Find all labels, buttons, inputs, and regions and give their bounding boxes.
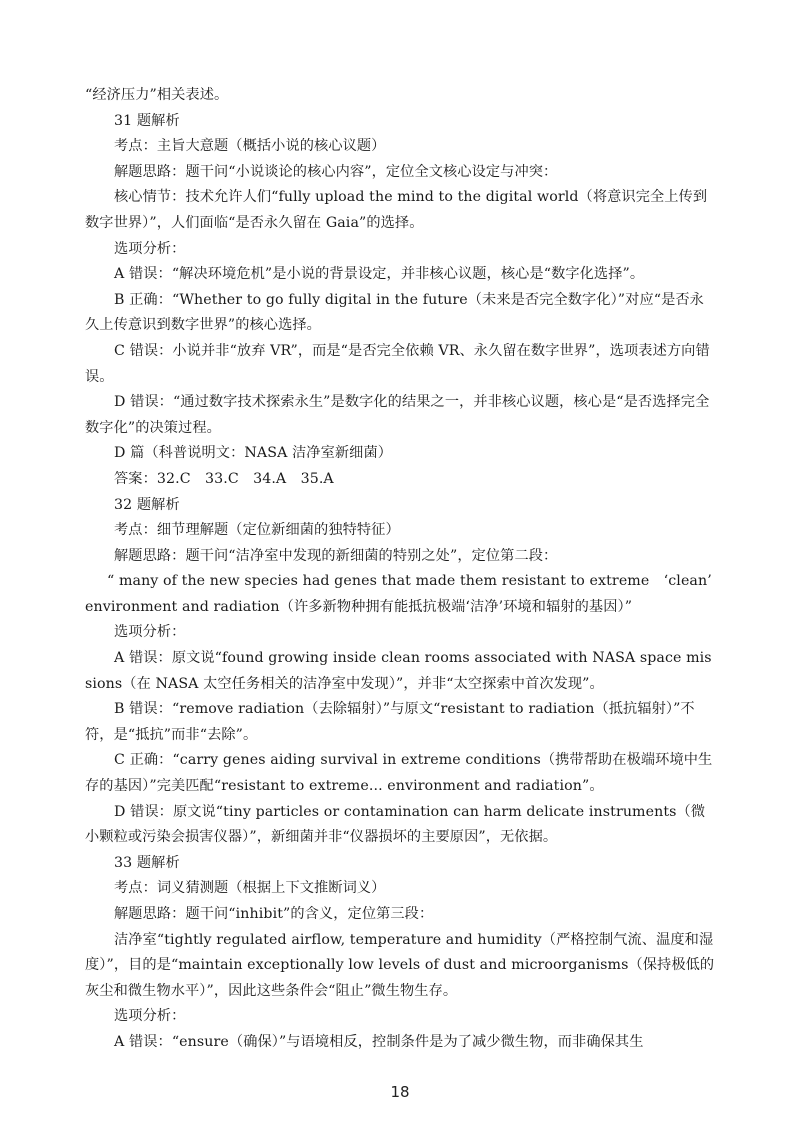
q31-test-point: 考点：主旨大意题（概括小说的核心议题） (114, 138, 386, 155)
q32-option-a: A 错误：原文说“found growing inside clean rooms associated with NASA space missions（在 NASA 太空任务相关的洁净室中发现）”，并非“太空探索中首次发现”。 (85, 650, 712, 692)
q31-options-label: 选项分析： (114, 240, 186, 257)
page-number: 18 (390, 1083, 410, 1101)
q31-option-a: A 错误：“解决环境危机”是小说的背景设定，并非核心议题，核心是“数字化选择”。 (114, 266, 645, 283)
q31-option-c: C 错误：小说并非“放弃 VR”，而是“是否完全依赖 VR、永久留在数字世界”，选项表述方向错误。 (85, 342, 710, 385)
q33-option-a: A 错误：“ensure（确保）”与语境相反，控制条件是为了减少微生物，而非确保其生 (114, 1033, 644, 1050)
q32-approach: 解题思路：题干问“洁净室中发现的新细菌的特别之处”，定位第二段： (114, 547, 558, 564)
q33-test-point: 考点：词义猜测题（根据上下文推断词义） (114, 880, 386, 897)
section-d-title: D 篇（科普说明文：NASA 洁净室新细菌） (114, 445, 393, 462)
heading-q31: 31 题解析 (114, 112, 180, 129)
q32-option-b: B 错误：“remove radiation（去除辐射）”与原文“resistant to radiation（抵抗辐射）”不符，是“抵抗”而非“去除”。 (85, 701, 695, 743)
q32-quote: “ many of the new species had genes that made them resistant to extreme ‘clean’ environment and radiation（许多新物种拥有能抵抗极端‘洁净’环境和辐射的基因）” (85, 573, 712, 615)
q32-option-c: C 正确：“carry genes aiding survival in extreme conditions（携带帮助在极端环境中生存的基因）”完美匹配“resistant to extreme... environment and radiation”。 (85, 752, 713, 795)
page-body (85, 83, 715, 1056)
heading-q32: 32 题解析 (114, 496, 180, 513)
q32-test-point: 考点：细节理解题（定位新细菌的独特特征） (114, 522, 400, 539)
q32-option-d: D 错误：原文说“tiny particles or contamination can harm delicate instruments（微小颗粒或污染会损害仪器）”，新细菌并非“仪器损坏的主要原因”，无依据。 (85, 803, 706, 846)
heading-q33: 33 题解析 (114, 854, 180, 871)
q33-options-label: 选项分析： (114, 1008, 186, 1025)
section-d-answers: 答案：32.C 33.C 34.A 35.A (114, 470, 334, 487)
q33-context: 洁净室“tightly regulated airflow, temperature and humidity（严格控制气流、温度和湿度）”，目的是“maintain exceptionally low levels of dust and microorganisms（保持极低的灰尘和微生物水平）”，因此这些条件会“阻止”微生物生存。 (85, 931, 715, 999)
q31-approach: 解题思路：题干问“小说谈论的核心内容”，定位全文核心设定与冲突： (114, 163, 558, 180)
paragraph-continuation: “经济压力”相关表述。 (85, 87, 229, 103)
q31-core-plot: 核心情节：技术允许人们“fully upload the mind to the digital world（将意识完全上传到数字世界）”，人们面临“是否永久留在 Gaia”的选择。 (85, 189, 708, 231)
q31-option-b: B 正确：“Whether to go fully digital in the future（未来是否完全数字化）”对应“是否永久上传意识到数字世界”的核心选择。 (85, 291, 704, 334)
q33-approach: 解题思路：题干问“inhibit”的含义，定位第三段： (114, 906, 434, 922)
q32-options-label: 选项分析： (114, 624, 186, 641)
q31-option-d: D 错误：“通过数字技术探索永生”是数字化的结果之一，并非核心议题，核心是“是否选择完全数字化”的决策过程。 (85, 394, 710, 436)
